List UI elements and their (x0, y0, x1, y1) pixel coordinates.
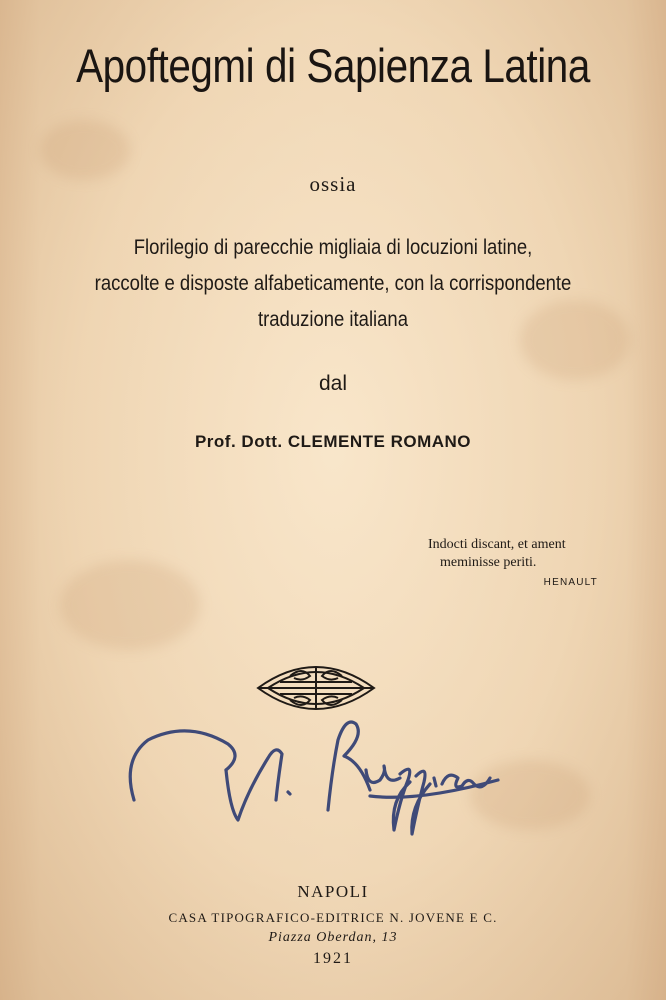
epigraph-line: meminisse periti. (440, 555, 537, 570)
book-title: Apoftegmi di Sapienza Latina (76, 39, 590, 92)
epigraph-line: Indocti discant, et ament (428, 537, 566, 552)
subtitle-connector: ossia (309, 172, 357, 196)
imprint-publisher: CASA TIPOGRAFICO-EDITRICE N. JOVENE E C. (168, 910, 498, 925)
subtitle-line: Florilegio di parecchie migliaia di locuzioni latine, (133, 236, 533, 259)
paper-stain (60, 560, 200, 650)
author-preposition: dal (318, 372, 348, 395)
epigraph (428, 536, 618, 592)
subtitle-line: raccolte e disposte alfabeticamente, con la corrispondente (94, 272, 572, 295)
epigraph-attribution: HENAULT (543, 577, 598, 588)
imprint-address: Piazza Oberdan, 13 (268, 930, 398, 945)
subtitle (51, 230, 616, 338)
handwritten-signature (118, 700, 518, 850)
paper-stain (40, 120, 130, 180)
imprint-city: NAPOLI (297, 882, 369, 901)
author-name: Prof. Dott. CLEMENTE ROMANO (194, 432, 472, 451)
imprint-year: 1921 (313, 950, 353, 967)
imprint (0, 882, 666, 968)
subtitle-line: traduzione italiana (257, 308, 408, 331)
